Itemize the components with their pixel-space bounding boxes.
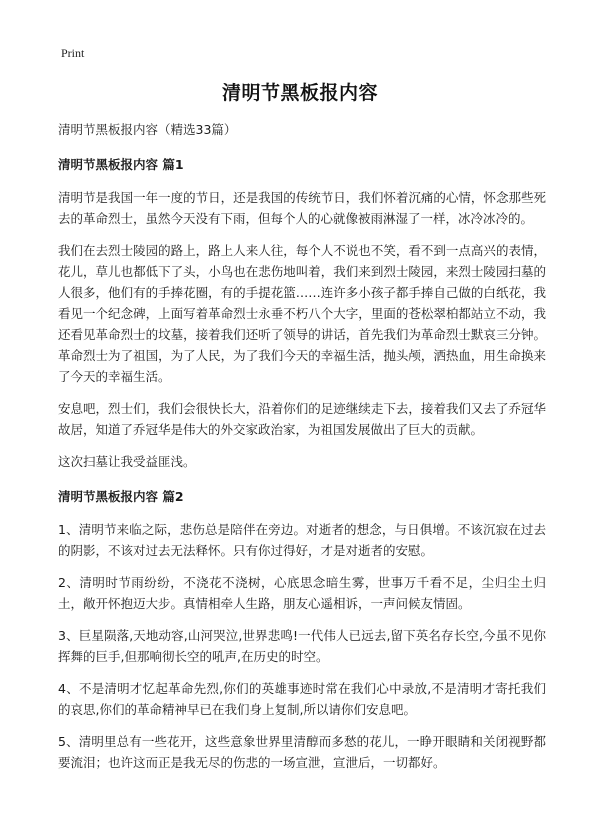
section-2 bbox=[58, 486, 546, 773]
paragraph: 3、巨星陨落,天地动容,山河哭泣,世界悲鸣!一代伟人已远去,留下英名存长空,今虽不见你挥舞的巨手,但那响彻长空的吼声,在历史的时空。 bbox=[58, 628, 546, 664]
document-subtitle: 清明节黑板报内容（精选33篇） bbox=[58, 122, 237, 137]
section-heading: 清明节黑板报内容 篇2 bbox=[58, 489, 184, 504]
page-title: 清明节黑板报内容 bbox=[221, 82, 378, 104]
section-1 bbox=[58, 154, 546, 472]
document-body bbox=[58, 119, 546, 784]
paragraph: 2、清明时节雨纷纷，不浇花不浇树，心底思念暗生雾，世事万千看不足，尘归尘土归土，敞开怀抱迈大步。真情相牵人生路，朋友心遥相诉，一声问候友情固。 bbox=[58, 575, 546, 611]
paragraph: 安息吧，烈士们，我们会很快长大，沿着你们的足迹继续走下去，接着我们又去了乔冠华故居，知道了乔冠华是伟大的外交家政治家，为祖国发展做出了巨大的贡献。 bbox=[58, 401, 546, 437]
paragraph: 我们在去烈士陵园的路上，路上人来人往，每个人不说也不笑，看不到一点高兴的表情，花儿，草儿也都低下了头，小鸟也在悲伤地叫着，我们来到烈士陵园，来烈士陵园扫墓的人很多，他们有的手捧花圈，有的手提花篮……连许多小孩子都手捧自己做的白纸花，我看见一个纪念碑，上面写着革命烈士永垂不朽八个大字，里面的苍松翠柏都站立不动，我还看见革命烈士的坟墓，接着我们还听了领导的讲话，首先我们为革命烈士默哀三分钟。革命烈士为了祖国，为了人民，为了我们今天的幸福生活，抛头颅，洒热血，用生命换来了今天的幸福生活。 bbox=[58, 243, 546, 384]
paragraph: 这次扫墓让我受益匪浅。 bbox=[58, 454, 196, 469]
paragraph: 5、清明里总有一些花开，这些意象世界里清醇而多愁的花儿，一睁开眼睛和关闭视野都要流泪；也许这而正是我无尽的伤悲的一场宣泄，宣泄后，一切都好。 bbox=[58, 734, 546, 770]
paragraph: 清明节是我国一年一度的节日，还是我国的传统节日，我们怀着沉痛的心情，怀念那些死去的革命烈士，虽然今天没有下雨，但每个人的心就像被雨淋湿了一样，冰冷冰冷的。 bbox=[58, 190, 546, 226]
paragraph: 4、不是清明才忆起革命先烈,你们的英雄事迹时常在我们心中录放,不是清明才寄托我们的哀思,你们的革命精神早已在我们身上复制,所以请你们安息吧。 bbox=[58, 681, 546, 717]
paragraph: 1、清明节来临之际，悲伤总是陪伴在旁边。对逝者的想念，与日俱增。不该沉寂在过去的阴影，不该对过去无法释怀。只有你过得好，才是对逝者的安慰。 bbox=[58, 522, 546, 558]
print-link[interactable]: Print bbox=[61, 46, 85, 60]
section-heading: 清明节黑板报内容 篇1 bbox=[58, 157, 184, 172]
